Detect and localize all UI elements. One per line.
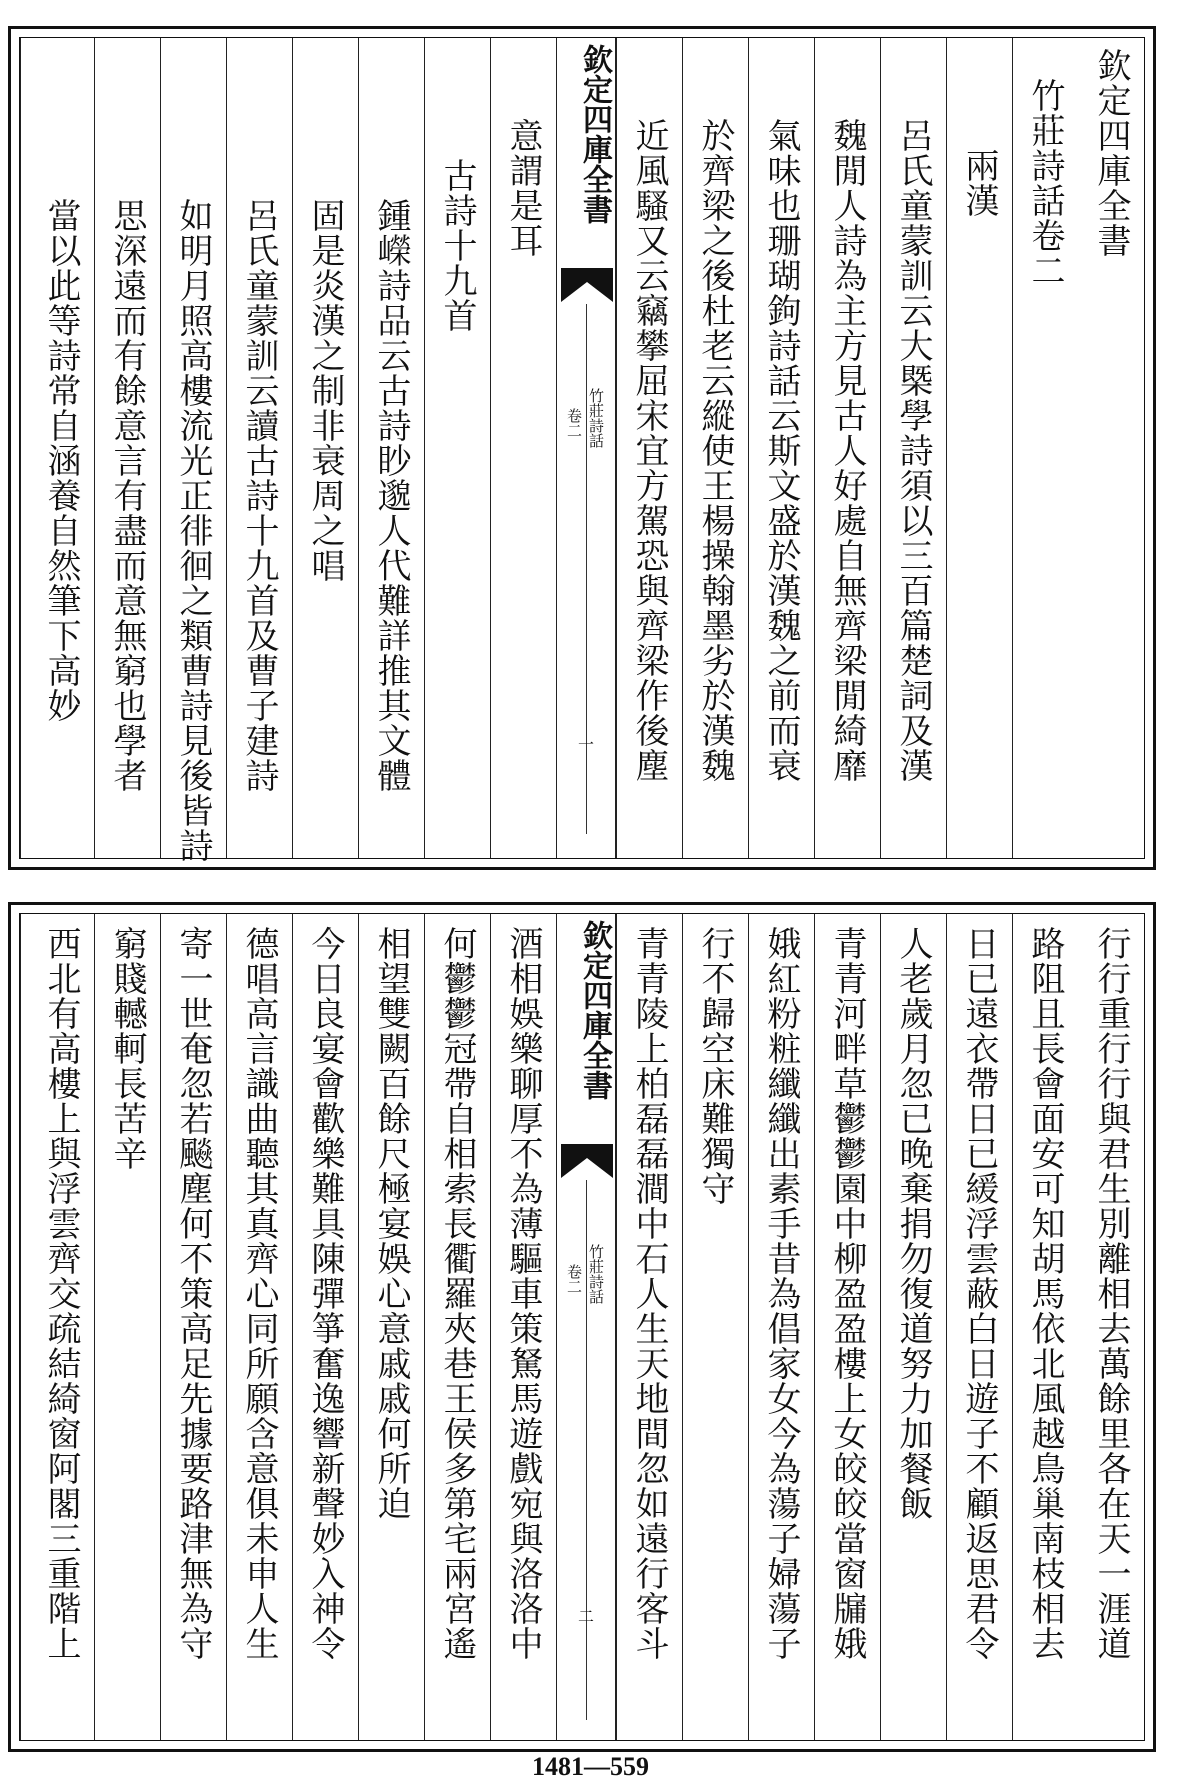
text-column [682, 914, 748, 1740]
body-line: 西北有高樓上與浮雲齊交疏結綺窗阿閣三重階上 [41, 926, 81, 1661]
gutter-title: 欽定四庫全書 [577, 920, 612, 1100]
body-line: 德唱高言識曲聽其真齊心同所願含意俱未申人生 [239, 926, 279, 1661]
chapter-title: 竹莊詩話卷二 [1025, 78, 1065, 288]
gutter-volume: 卷二 [565, 1264, 583, 1294]
text-column [946, 38, 1012, 858]
text-column [160, 914, 226, 1740]
body-line: 娥紅粉粧纖纖出素手昔為倡家女今為蕩子婦蕩子 [761, 926, 801, 1661]
body-line: 意謂是耳 [503, 118, 543, 258]
text-column [616, 38, 682, 858]
center-gutter [556, 914, 616, 1740]
text-column [358, 38, 424, 858]
text-column [94, 914, 160, 1740]
text-column [814, 914, 880, 1740]
text-column [682, 38, 748, 858]
body-line: 相望雙闕百餘尺極宴娛心意戚戚何所迫 [371, 926, 411, 1521]
header-title: 欽定四庫全書 [1091, 48, 1131, 258]
text-column [94, 38, 160, 858]
text-column [1012, 914, 1078, 1740]
text-column [424, 914, 490, 1740]
body-line: 今日良宴會歡樂難具陳彈箏奮逸響新聲妙入神令 [305, 926, 345, 1661]
body-line: 近風騷又云竊攀屈宋宜方駕恐與齊梁作後塵 [629, 118, 669, 783]
text-column [226, 38, 292, 858]
gutter-volume: 卷二 [565, 408, 583, 438]
text-column [20, 38, 94, 858]
body-line: 青青陵上柏磊磊澗中石人生天地間忽如遠行客斗 [629, 926, 669, 1661]
body-line: 酒相娛樂聊厚不為薄驅車策駑馬遊戲宛與洛洛中 [503, 926, 543, 1661]
gutter-book-name: 竹莊詩話 [587, 388, 605, 448]
text-column [946, 914, 1012, 1740]
body-line: 鍾嶸詩品云古詩眇邈人代難詳推其文體 [371, 198, 411, 793]
page-reference-number: 1481—559 [532, 1752, 649, 1781]
top-page [8, 26, 1156, 870]
section-heading: 兩漢 [959, 148, 999, 218]
body-line: 行不歸空床難獨守 [695, 926, 735, 1206]
fish-tail-mark [561, 268, 613, 302]
text-column [358, 914, 424, 1740]
gutter-page-number: 一 [577, 735, 594, 754]
text-column [490, 38, 556, 858]
gutter-book-name: 竹莊詩話 [587, 1244, 605, 1304]
text-column [292, 914, 358, 1740]
body-line: 固是炎漢之制非衰周之唱 [305, 198, 345, 583]
text-column [226, 914, 292, 1740]
page-frame [19, 37, 1145, 863]
text-column [1078, 38, 1144, 858]
body-line: 人老歲月忽已晚棄捐勿復道努力加餐飯 [893, 926, 933, 1521]
body-line: 於齊梁之後杜老云縱使王楊操翰墨劣於漢魏 [695, 118, 735, 783]
body-line: 窮賤轗軻長苦辛 [107, 926, 147, 1171]
body-line: 路阻且長會面安可知胡馬依北風越鳥巢南枝相去 [1025, 926, 1065, 1661]
body-line: 如明月照高樓流光正徘徊之類曹詩見後皆詩 [173, 198, 213, 863]
text-column [292, 38, 358, 858]
body-line: 思深遠而有餘意言有盡而意無窮也學者 [107, 198, 147, 793]
body-line: 何鬱鬱冠帶自相索長衢羅夾巷王侯多第宅兩宮遙 [437, 926, 477, 1661]
gutter-title: 欽定四庫全書 [577, 44, 612, 224]
body-line: 寄一世奄忽若飈塵何不策高足先據要路津無為守 [173, 926, 213, 1661]
body-line: 魏閒人詩為主方見古人好處自無齊梁閒綺靡 [827, 118, 867, 783]
text-column [490, 914, 556, 1740]
body-line: 當以此等詩常自涵養自然筆下高妙 [41, 198, 81, 723]
text-column [814, 38, 880, 858]
body-line: 呂氏童蒙訓云讀古詩十九首及曹子建詩 [239, 198, 279, 793]
text-column [748, 914, 814, 1740]
text-column [1078, 914, 1144, 1740]
text-column [880, 914, 946, 1740]
text-column [1012, 38, 1078, 858]
center-gutter [556, 38, 616, 858]
text-column [748, 38, 814, 858]
body-line: 氣味也珊瑚鉤詩話云斯文盛於漢魏之前而衰 [761, 118, 801, 783]
body-line: 呂氏童蒙訓云大槩學詩須以三百篇楚詞及漢 [893, 118, 933, 783]
body-line: 日已遠衣帶日已緩浮雲蔽白日遊子不顧返思君令 [959, 926, 999, 1661]
text-column [20, 914, 94, 1740]
gutter-page-number: 二 [577, 1607, 594, 1626]
bottom-page [8, 902, 1156, 1752]
body-line: 青青河畔草鬱鬱園中柳盈盈樓上女皎皎當窗牖娥 [827, 926, 867, 1661]
text-column [424, 38, 490, 858]
page-frame [19, 913, 1145, 1741]
fish-tail-mark [561, 1144, 613, 1178]
body-line: 行行重行行與君生別離相去萬餘里各在天一涯道 [1091, 926, 1131, 1661]
text-column [160, 38, 226, 863]
poem-heading: 古詩十九首 [437, 158, 477, 333]
text-column [880, 38, 946, 858]
text-column [616, 914, 682, 1740]
